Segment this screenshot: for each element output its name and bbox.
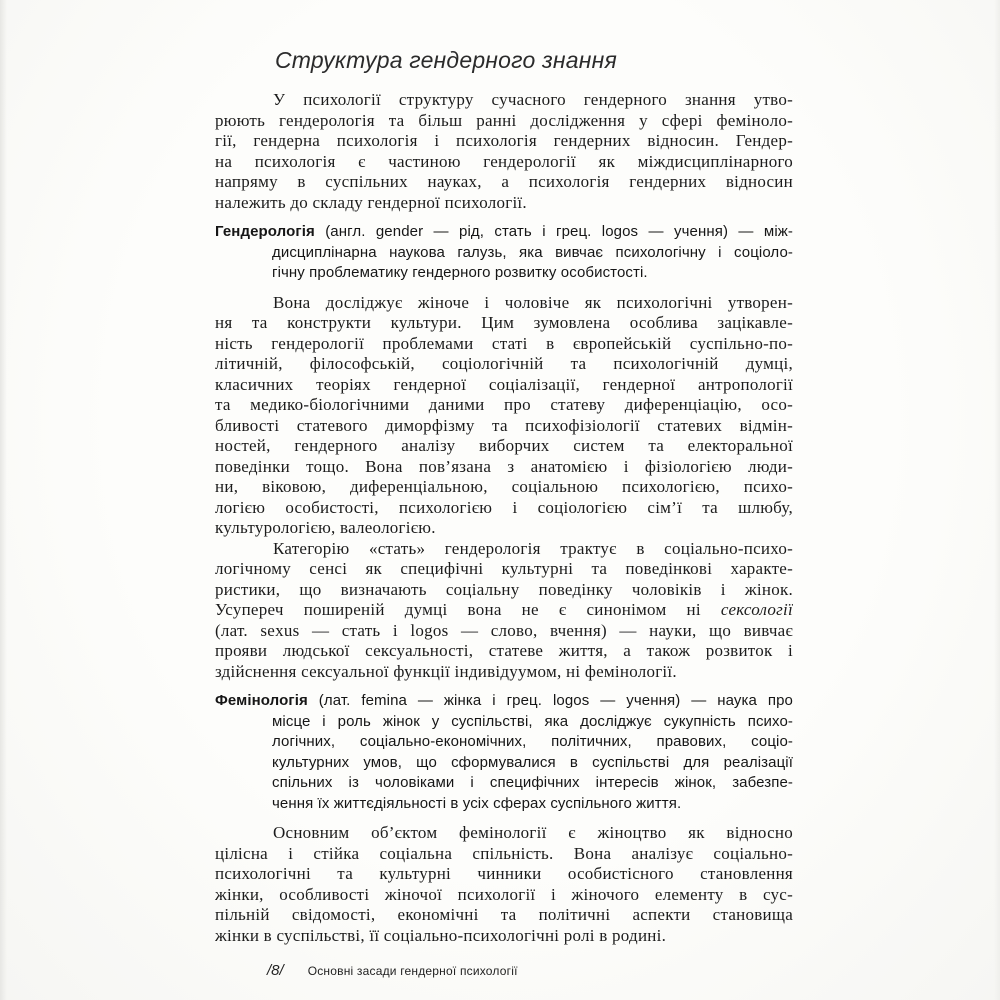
section-title: Структура гендерного знання — [275, 47, 617, 73]
text-line — [215, 263, 793, 284]
text-segment: гічну проблематику гендерного розвитку особистості. — [272, 264, 648, 281]
text-segment: ностей, гендерного аналізу виборчих систем та електоральної — [215, 436, 793, 455]
text-line — [215, 354, 793, 375]
text-segment: та медико-біологічними даними про статеву диференціацію, осо- — [215, 395, 793, 414]
text-line — [215, 518, 793, 539]
text-segment: бливості статевого диморфізму та психофізіології статевих відмін- — [215, 415, 793, 435]
text-line — [215, 498, 793, 519]
text-line — [215, 691, 793, 712]
text-segment: сексології — [720, 600, 793, 619]
text-segment: логічних, соціально-економічних, політичних, правових, соціо- — [272, 733, 793, 750]
text-segment: на психологія є частиною гендерології як міждисциплінарного — [215, 151, 793, 171]
text-segment: (англ. gender — рід, стать і грец. logos — учення) — між- — [314, 223, 793, 240]
text-segment: напряму в суспільних науках, а психологія гендерних відносин — [215, 172, 793, 191]
text-segment: цілісна і стійка соціальна спільність. Вона аналізує соціально- — [215, 843, 793, 863]
text-line — [215, 641, 793, 662]
text-segment: Категорію «стать» гендерологія трактує в соціально-психо- — [273, 538, 793, 558]
text-segment: Вона досліджує жіноче і чоловіче як психологічні утворен- — [273, 292, 793, 312]
text-line — [215, 293, 793, 314]
text-line — [215, 111, 793, 132]
text-segment: логічному сенсі як специфічні культурні та поведінкові характе- — [215, 559, 793, 578]
text-segment: гії, гендерна психологія і психологія гендерних відносин. Гендер- — [215, 131, 793, 150]
text-segment: Основним об’єктом фемінології є жіноцтво як відносно — [273, 823, 793, 842]
text-line — [215, 416, 793, 437]
definition-term: Гендерологія — [215, 223, 315, 240]
text-line — [215, 905, 793, 926]
text-segment: прояви людської сексуальності, статеве життя, а також розвиток і — [215, 641, 793, 660]
text-line — [215, 559, 793, 580]
text-segment: ня та конструкти культури. Цим зумовлена особлива зацікавле- — [215, 313, 793, 332]
text-segment: здійснення сексуальної функції індивідуумом, ні фемінології. — [215, 661, 677, 681]
text-line — [215, 580, 793, 601]
text-segment: ність гендерології проблемами статі в європейській суспільно-по- — [215, 333, 793, 353]
text-line — [215, 222, 793, 243]
text-line — [215, 926, 793, 947]
text-line — [215, 823, 793, 844]
text-segment: психологічні та культурні чинники особистісного становлення — [215, 864, 793, 883]
paragraph — [215, 823, 793, 946]
text-segment: рюють гендерологія та більш ранні дослідження у сфері фемінoло- — [215, 110, 793, 130]
text-line — [215, 152, 793, 173]
text-segment: ни, віковою, диференціальною, соціальною психологією, психо- — [215, 477, 793, 496]
definition-block — [215, 691, 793, 814]
text-line — [215, 773, 793, 794]
text-line — [215, 732, 793, 753]
text-line — [215, 794, 793, 815]
page-content — [215, 46, 793, 946]
text-line — [215, 662, 793, 683]
text-segment: жінки в суспільстві, її соціально-психологічні ролі в родині. — [215, 925, 667, 945]
text-segment: Усупереч поширеній думці вона не є синонімом ні — [215, 600, 721, 619]
text-segment: спільних із чоловіками і специфічних інтересів жінок, забезпе- — [272, 774, 793, 791]
text-segment: поведінки тощо. Вона пов’язана з анатомією і фізіологією люди- — [215, 456, 793, 476]
text-segment: (лат. femina — жінка і грец. logos — учення) — наука про — [307, 692, 793, 709]
text-blocks — [215, 90, 793, 946]
paragraph — [215, 539, 793, 683]
text-segment: жінки, особливості жіночої психології і жіночого елементу в сус- — [215, 884, 793, 904]
text-segment: (лат. sexus — стать і logos — слово, вчення) — науки, що вивчає — [215, 620, 793, 640]
text-line — [215, 600, 793, 621]
text-line — [215, 864, 793, 885]
text-line — [215, 539, 793, 560]
text-segment: культурологією, валеологією. — [215, 518, 436, 537]
text-segment: чення їх життєдіяльності в усіх сферах суспільного життя. — [272, 794, 682, 812]
text-segment: культурних умов, що сформувалися в суспільстві для реалізації — [272, 753, 793, 771]
definition-block — [215, 222, 793, 284]
paragraph — [215, 293, 793, 539]
text-line — [215, 395, 793, 416]
text-line — [215, 457, 793, 478]
text-segment: дисциплінарна наукова галузь, яка вивчає психологічну і соціоло- — [272, 243, 793, 261]
paragraph — [215, 90, 793, 213]
text-segment: пільній свідомості, економічні та політичні аспекти становища — [215, 905, 793, 924]
text-line — [215, 172, 793, 193]
text-segment: належить до складу гендерної психології. — [215, 192, 527, 212]
page-footer — [215, 962, 793, 979]
text-line — [215, 131, 793, 152]
text-segment: У психології структуру сучасного гендерного знання утво- — [273, 90, 793, 109]
text-line — [215, 753, 793, 774]
text-line — [215, 90, 793, 111]
text-line — [215, 334, 793, 355]
text-segment: літичній, філософській, соціологічній та психологічній думці, — [215, 354, 793, 373]
running-chapter-title: Основні засади гендерної психології — [307, 964, 518, 978]
definition-term: Фемінологія — [215, 692, 308, 709]
text-line — [215, 313, 793, 334]
text-line — [215, 621, 793, 642]
text-line — [215, 885, 793, 906]
text-segment: місце і роль жінок у суспільстві, яка досліджує сукупність психо- — [272, 712, 793, 730]
text-line — [215, 844, 793, 865]
page-number: /8/ — [267, 962, 284, 979]
text-segment: логією особистості, психологією і соціологією сім’ї та шлюбу, — [215, 497, 793, 517]
text-segment: ристики, що визначають соціальну поведінку чоловіків і жінок. — [215, 579, 793, 599]
text-line — [215, 477, 793, 498]
text-line — [215, 436, 793, 457]
text-line — [215, 375, 793, 396]
text-line — [215, 712, 793, 733]
text-segment: класичних теоріях гендерної соціалізації, гендерної антропології — [215, 374, 793, 394]
text-line — [215, 243, 793, 264]
text-line — [215, 193, 793, 214]
